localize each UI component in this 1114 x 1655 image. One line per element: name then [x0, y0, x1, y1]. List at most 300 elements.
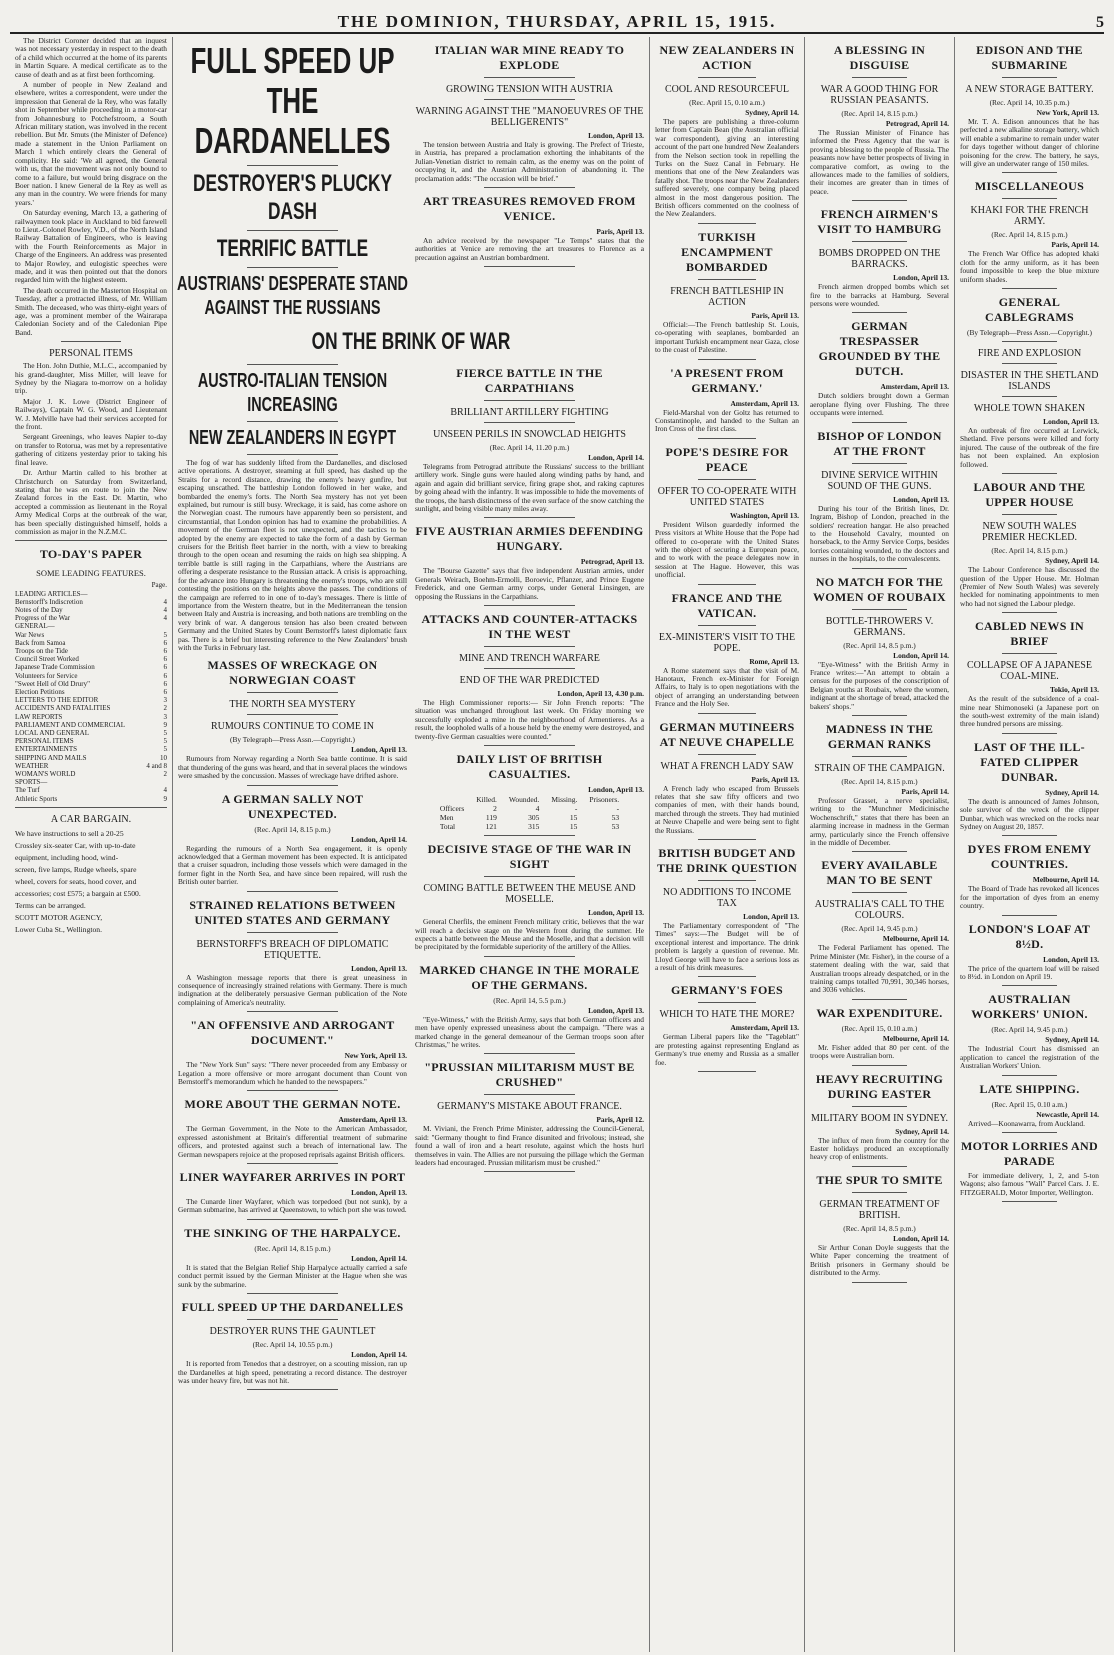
- table-cell: 305: [528, 813, 540, 823]
- contents-item: [15, 704, 167, 712]
- masthead: [10, 6, 1104, 34]
- story-subheading: DISASTER IN THE SHETLAND ISLANDS: [960, 370, 1099, 393]
- ad-line: accessories; cost £575; a bargain at £500.: [15, 888, 141, 898]
- story-text: Regarding the rumours of a North Sea engagement, it is openly acknowledged that a German movement has been expected. It is anticipated that a cruiser squadron, including those vessels which were damaged in the former fight in the North Sea, and have since been repaired, will rush the British outer barrier.: [178, 843, 407, 887]
- story-heading: A BLESSING IN DISGUISE: [833, 43, 926, 72]
- news-story: [415, 612, 644, 746]
- contents-item: [15, 598, 167, 606]
- contents-item: [15, 639, 167, 647]
- contents-item: [15, 622, 167, 630]
- table-row: [434, 804, 625, 813]
- table-cell: Officers: [439, 804, 465, 814]
- news-story: [810, 1072, 949, 1167]
- story-subheading: RUMOURS CONTINUE TO COME IN: [211, 721, 374, 733]
- contents-label: WOMAN'S WORLD: [15, 770, 76, 779]
- story-subheading: GERMANY'S MISTAKE ABOUT FRANCE.: [437, 1101, 622, 1113]
- contents-label: SHIPPING AND MAILS: [15, 753, 87, 762]
- story-dateline: Melbourne, April 14.: [882, 934, 949, 944]
- table-cell: 4: [535, 804, 540, 814]
- story-dateline: London, April 13.: [1043, 417, 1099, 427]
- contents-page: 5: [163, 745, 167, 754]
- table-cell: 15: [569, 813, 578, 823]
- story-heading: POPE'S DESIRE FOR PEACE: [665, 444, 789, 474]
- ad-line: wheel, covers for seats, hood cover, and: [15, 876, 137, 886]
- news-story: [178, 792, 407, 892]
- story-heading: MASSES OF WRECKAGE ON NORWEGIAN COAST: [207, 658, 378, 688]
- story-text: The Russian Minister of Finance has informed the Press Agency that the war is proving a blessing to the people of Russia. The peasants now have better prospects of living in comparative comfort, as owing to the allowances made to the families of soldiers, their incomes are greater than in times of peace.: [810, 128, 949, 196]
- story-source: (Rec. April 14, 10.55 p.m.): [252, 1340, 333, 1350]
- story-text: "Eye-Witness" with the British Army in France writes:—"An attempt to obtain a census for the purposes of the conscription of Belgian youths at Roubaix, where the women, indignant at the shortage of bread, attacked the bakers' shops.": [810, 659, 949, 711]
- story-subheading: WHOLE TOWN SHAKEN: [973, 403, 1086, 415]
- story-subheading: THE NORTH SEA MYSTERY: [229, 699, 356, 711]
- contents-label: LEADING ARTICLES—: [15, 589, 88, 598]
- contents-item: [15, 614, 167, 622]
- contents-label: PERSONAL ITEMS: [15, 737, 74, 746]
- local-paragraph: The District Coroner decided that an inquest was not necessary yesterday in respect to the death of a child which occurred at the home of its parents in Martin Square. A medical certificate as to the cause of death and as at first been forthcoming.: [15, 37, 167, 79]
- local-paragraph: On Saturday evening, March 13, a gathering of railwaymen took place in Auckland to bid farewell to Lieut.-Colonel Rowley, V.D., of the North Island Railway Battalion of Engineers, who is leaving with the Fourth Reinforcements as Major in Charge of the Engineers. An address was presented to Major Rowley, and eulogistic speeches were made, and it was then pointed out that the donors regarded him with the highest esteem.: [15, 208, 167, 285]
- story-source: (Rec. April 14, 8.15 p.m.): [254, 1243, 331, 1253]
- story-dateline: London, April 13.: [588, 908, 644, 918]
- table-cell: -: [616, 804, 620, 814]
- masthead-title: THE DOMINION, THURSDAY, APRIL 15, 1915.: [337, 12, 777, 31]
- headline-terrific-battle: TERRIFIC BATTLE: [216, 235, 369, 262]
- personal-paragraph: Dr. Arthur Martin called to his brother at Christchurch on Saturday from Switzerland, stating that he was en route to join the New Zealand forces in the East. Dr. Martin, who accepted a commission as lieutenant in the Royal Army Medical Corps at the outbreak of the war, has been specially distinguished himself, holds a commission as major in the N.Z.M.C.: [15, 468, 167, 536]
- story-dateline: Paris, April 12.: [596, 1115, 644, 1125]
- news-story: [810, 1006, 949, 1066]
- story-source: (Rec. April 14, 5.5 p.m.): [493, 995, 566, 1005]
- story-heading: AUSTRALIAN WORKERS' UNION.: [971, 992, 1088, 1022]
- story-heading: LABOUR AND THE UPPER HOUSE: [973, 480, 1086, 510]
- story-subheading: OFFER TO CO-OPERATE WITH UNITED STATES: [657, 485, 797, 508]
- contents-label: ENTERTAINMENTS: [15, 745, 78, 754]
- story-dateline: Sydney, April 14.: [1045, 787, 1099, 797]
- story-text: The papers are publishing a three-column letter from Captain Bean (the Australian official war correspondent), giving an interesting account of the part one hundred New Zealanders from the Nelson section took in repelling the Turks on the Suez Canal in February. He mentions that one of the New Zealanders was fatally shot. The troops near the New Zealanders suffered severely, one company being placed almost in the most dangerous position. The British officers commented on the coolness of the New Zealanders.: [655, 117, 799, 219]
- story-dateline: Rome, April 13.: [749, 656, 799, 666]
- contents-page: 4: [163, 597, 167, 606]
- story-subheading: A NEW STORAGE BATTERY.: [965, 84, 1094, 95]
- story-subheading: NO ADDITIONS TO INCOME TAX: [662, 887, 792, 910]
- story-text: A French lady who escaped from Brussels relates that she saw fifty officers and two companies of men, with their hands bound, marched through the streets. They had mutinied at Neuve Chapelle and were being sent to fight the Russians.: [655, 783, 799, 835]
- news-story: [960, 619, 1099, 734]
- ad-line: Lower Cuba St., Wellington.: [15, 924, 102, 934]
- news-story: [810, 43, 949, 201]
- headline-destroyer: DESTROYER'S PLUCKY DASH: [192, 170, 393, 225]
- story-text: The Board of Trade has revoked all licences for the importation of dyes from an enemy country.: [960, 884, 1099, 911]
- story-source: (Rec. April 15, 0.10 a.m.): [841, 1023, 918, 1033]
- contents-label: SPORTS—: [15, 778, 48, 787]
- news-story: [810, 575, 949, 716]
- contents-item: [15, 737, 167, 745]
- story-heading: ATTACKS AND COUNTER-ATTACKS IN THE WEST: [421, 612, 638, 642]
- story-subheading: BOMBS DROPPED ON THE BARRACKS.: [818, 248, 941, 271]
- todays-paper-subheading: SOME LEADING FEATURES.: [36, 568, 146, 579]
- local-paragraph: A number of people in New Zealand and elsewhere, writes a correspondent, were under the impression that General de la Rey, who was fatally shot in September while proceeding in a motor-car from Johannesburg to Potchefstroom, a South African military station, was involved in the recent rebellion. But Mr. Smuts (the Minister of Defence) made a statement in the Union Parliament on March 1 which entirely clears the General of complicity. He said: 'We all agreed, the General with us, that the movement was not only bound to come to a failure, but would bring disgrace on the Boer nation. I knew General de la Rey as well as any man in the country. We were friends for many years.': [15, 80, 167, 207]
- ad-line: screen, five lamps, Rudge wheels, spare: [15, 864, 137, 874]
- story-source: (Rec. April 14, 8.5 p.m.): [843, 640, 916, 650]
- story-text: The Cunarde liner Wayfarer, which was torpedoed (but not sunk), by a German submarine, has arrived at Queenstown, to which port she was towed.: [178, 1197, 407, 1215]
- news-story: [178, 1300, 407, 1390]
- story-dateline: London, April 13.: [588, 131, 644, 140]
- story-source: (Rec. April 14, 10.35 p.m.): [989, 98, 1070, 107]
- story-text: Professor Grasset, a nerve specialist, writing to the "Munchner Medicinische Wochenschrift," states that there has been an alarming increase in madness in the German army, particularly since the French offensive in the middle of December.: [810, 795, 949, 847]
- story-heading: ART TREASURES REMOVED FROM VENICE.: [423, 194, 636, 224]
- contents-item: [15, 631, 167, 639]
- story-heading: GERMAN TRESPASSER GROUNDED BY THE DUTCH.: [818, 319, 941, 379]
- story-dateline: Amsterdam, April 13.: [338, 1115, 407, 1125]
- column-2: [173, 37, 650, 1652]
- news-story: [415, 43, 644, 188]
- contents-item: [15, 721, 167, 729]
- contents-page: 4: [163, 614, 167, 623]
- news-story: [415, 842, 644, 957]
- story-subheading: DESTROYER RUNS THE GAUNTLET: [209, 1326, 376, 1338]
- contents-item: [15, 770, 167, 778]
- story-dateline: Paris, April 14.: [901, 786, 949, 796]
- contents-item: [15, 647, 167, 655]
- story-text: The German Government, in the Note to the American Ambassador, expressed astonishment at Britain's differential treatment of submarine officers, and protested against such a breach of international law. The German newspapers rejoice at the proposed reprisals against British officers.: [178, 1124, 407, 1159]
- story-dateline: Paris, April 13.: [751, 310, 799, 320]
- news-story: [655, 43, 799, 224]
- story-subheading: BERNSTORFF'S BREACH OF DIPLOMATIC ETIQUETTE.: [196, 938, 389, 961]
- contents-item: [15, 795, 167, 803]
- news-story: [960, 1139, 1099, 1202]
- table-row: [434, 822, 625, 831]
- news-story: [655, 983, 799, 1072]
- story-subheading: FRENCH BATTLESHIP IN ACTION: [670, 285, 784, 308]
- ad-line: SCOTT MOTOR AGENCY,: [15, 912, 103, 922]
- story-dateline: Melbourne, April 14.: [882, 1033, 949, 1043]
- story-heading: NO MATCH FOR THE WOMEN OF ROUBAIX: [812, 574, 947, 604]
- story-subheading: STRAIN OF THE CAMPAIGN.: [814, 762, 945, 774]
- story-subheading: MINE AND TRENCH WARFARE: [459, 653, 600, 665]
- story-text: Rumours from Norway regarding a North Sea battle continue. It is said that thundering of the guns was heard, and that in several places the windows were smashed by the concussion. Masses of wreckage have drifted ashore.: [178, 754, 407, 781]
- story-text: The Parliamentary correspondent of "The Times" says:—The Budget will be of exceptional interest and importance. The drink problem is largely a question of revenue. Mr. Lloyd George will have to face a serious loss as a result of his drink measures.: [655, 921, 799, 973]
- page-number: 5: [1096, 14, 1104, 31]
- story-heading: BISHOP OF LONDON AT THE FRONT: [817, 428, 942, 458]
- story-text: The High Commissioner reports:— Sir John French reports: "The situation was unchanged throughout last week. On Friday morning we successfully exploded a mine in the neighbourhood of Armentieres. As a result, the loopholed walls of a house held by the enemy were destroyed, and twenty-five German casualties were counted.": [415, 698, 644, 741]
- story-heading: LAST OF THE ILL-FATED CLIPPER DUNBAR.: [974, 739, 1085, 784]
- story-heading: MOTOR LORRIES AND PARADE: [961, 1139, 1098, 1169]
- story-heading: MADNESS IN THE GERMAN RANKS: [825, 721, 934, 751]
- story-dateline: London, April 13.: [351, 745, 407, 755]
- story-dateline: Paris, April 14.: [1051, 240, 1099, 250]
- contents-label: GENERAL—: [15, 622, 55, 631]
- story-dateline: London, April 13.: [893, 494, 949, 504]
- news-story: [178, 1170, 407, 1220]
- table-row: [434, 813, 625, 822]
- story-subheading: UNSEEN PERILS IN SNOWCLAD HEIGHTS: [433, 429, 626, 440]
- story-dateline: Paris, April 13.: [596, 227, 644, 237]
- story-source: (Rec. April 14, 8.15 p.m.): [841, 109, 918, 118]
- story-heading: BRITISH BUDGET AND THE DRINK QUESTION: [656, 846, 798, 876]
- contents-page: 4: [163, 786, 167, 795]
- table-cell: -: [574, 804, 578, 814]
- contents-item: [15, 754, 167, 762]
- news-story: [655, 846, 799, 977]
- story-dateline: London, April 13.: [743, 912, 799, 922]
- table-cell: 53: [611, 822, 620, 832]
- table-cell: 15: [569, 822, 578, 832]
- table-header: Missing.: [551, 795, 578, 805]
- story-source: (Rec. April 14, 8.15 p.m.): [991, 546, 1068, 556]
- story-dateline: Newcastle, April 14.: [1036, 1109, 1099, 1119]
- contents-page: 2: [163, 704, 167, 713]
- contents-page: 4 and 8: [146, 761, 167, 770]
- table-header: Wounded.: [508, 795, 540, 805]
- story-dateline: London, April 13.: [351, 1188, 407, 1198]
- story-dateline: Sydney, April 14.: [1045, 556, 1099, 566]
- story-heading: FIVE AUSTRIAN ARMIES DEFENDING HUNGARY.: [415, 524, 644, 554]
- contents-label: Troops on the Tide: [15, 646, 68, 655]
- story-dateline: London, April 13.: [588, 785, 644, 795]
- story-text: Arrived—Koonawarra, from Auckland.: [968, 1118, 1085, 1128]
- ad-line: equipment, including hood, wind-: [15, 852, 119, 862]
- story-dateline: Petrograd, April 14.: [885, 119, 949, 128]
- contents-page: 5: [163, 630, 167, 639]
- news-story: [178, 1226, 407, 1294]
- contents-page: 6: [163, 687, 167, 696]
- contents-item: [15, 745, 167, 753]
- news-story: [960, 179, 1099, 289]
- news-story: [960, 295, 1099, 474]
- story-text: President Wilson guardedly informed the Press visitors at White House that the Pope had offered to co-operate with the United States with the object of securing a European peace, and to work with the peace delegates now in session at The Hague. However, this was unofficial.: [655, 519, 799, 580]
- column-3: [650, 37, 805, 1652]
- story-heading: GERMAN MUTINEERS AT NEUVE CHAPELLE: [659, 719, 795, 749]
- contents-label: "Sweet Hell of Old Drury": [15, 679, 90, 688]
- contents-page: 3: [163, 712, 167, 721]
- story-heading: FULL SPEED UP THE DARDANELLES: [181, 1300, 404, 1315]
- headline-main: FULL SPEED UP THE DARDANELLES: [190, 40, 395, 161]
- story-source: (Rec. April 14, 9.45 p.m.): [991, 1025, 1068, 1035]
- story-subheading: COMING BATTLE BETWEEN THE MEUSE AND MOSELLE.: [423, 883, 636, 906]
- story-subheading: END OF THE WAR PREDICTED: [459, 675, 600, 687]
- story-source: (By Telegraph—Press Assn.—Copyright.): [967, 328, 1092, 338]
- contents-label: The Turf: [15, 786, 40, 795]
- story-heading: NEW ZEALANDERS IN ACTION: [659, 43, 795, 72]
- casualty-table: [434, 795, 625, 831]
- story-text: The Federal Parliament has opened. The Prime Minister (Mr. Fisher), in the course of a statement dealing with the war, said that Australian troops already despatched, or in the training camps totalled 70,991, 30,346 horses, and 3036 vehicles.: [810, 943, 949, 995]
- story-subheading: AUSTRALIA'S CALL TO THE COLOURS.: [814, 899, 945, 922]
- story-dateline: Tokio, April 13.: [1049, 685, 1099, 695]
- table-cell: 2: [493, 804, 497, 814]
- contents-label: Council Street Worked: [15, 655, 79, 664]
- news-story: [960, 842, 1099, 915]
- contents-page-label: Page.: [151, 581, 167, 590]
- story-dateline: Sydney, April 14.: [895, 1126, 949, 1136]
- news-story: [178, 1097, 407, 1164]
- story-text: "Eye-Witness," with the British Army, says that both German officers and men have openly expressed uneasiness about the campaign. "There was a marked change in the general demeanour of the German troops soon after Christmas," he writes.: [415, 1014, 644, 1049]
- story-heading: "PRUSSIAN MILITARISM MUST BE CRUSHED": [424, 1060, 635, 1090]
- contents-item: [15, 606, 167, 614]
- story-heading: MISCELLANEOUS: [974, 179, 1085, 194]
- ad-line: We have instructions to sell a 20-25: [15, 828, 124, 838]
- story-dateline: London, April 13, 4.30 p.m.: [557, 689, 644, 699]
- story-text: The influx of men from the country for the Easter holidays produced an exceptionally heavy crop of enlistments.: [810, 1135, 949, 1162]
- story-dateline: London, April 13.: [1043, 954, 1099, 964]
- story-heading: LATE SHIPPING.: [979, 1081, 1080, 1096]
- table-cell: Total: [439, 822, 456, 832]
- story-heading: DAILY LIST OF BRITISH CASUALTIES.: [456, 752, 603, 782]
- headline-austro-italian: AUSTRO-ITALIAN TENSION INCREASING: [197, 370, 388, 416]
- contents-item: [15, 762, 167, 770]
- contents-page: 10: [160, 753, 167, 762]
- story-heading: "AN OFFENSIVE AND ARROGANT DOCUMENT.": [190, 1018, 395, 1048]
- news-story: [178, 1018, 407, 1091]
- news-story: [415, 1060, 644, 1172]
- contents-item: [15, 688, 167, 696]
- story-heading: FRENCH AIRMEN'S VISIT TO HAMBURG: [817, 207, 942, 237]
- story-source: (Rec. April 14, 8.5 p.m.): [843, 1223, 916, 1233]
- news-story: [810, 858, 949, 999]
- news-story: [810, 207, 949, 313]
- story-text: The French War Office has adopted khaki cloth for the army uniform, as it has been found impossible to keep the blue mixture uniform shades.: [960, 249, 1099, 284]
- story-heading: GENERAL CABLEGRAMS: [984, 295, 1074, 325]
- story-dateline: Sydney, April 14.: [1045, 1035, 1099, 1045]
- story-text: Telegrams from Petrograd attribute the Russians' success to the brilliant artillery work. Single guns were hauled along winding paths by hand, and again and again did brilliant service, firing grape shot, and raking captures by going ahead with the infantry. It was impossible to hide the movements of the troops, the harsh distinctness of the even surface of the snow catching the sunlight, and being visible many miles away.: [415, 462, 644, 514]
- story-text: The Labour Conference has discussed the question of the Upper House. Mr. Holman (Premier of New South Wales) was severely heckled for nominating appointments to men who had not signed the Labour pledge.: [960, 565, 1099, 608]
- story-heading: EDISON AND THE SUBMARINE: [976, 43, 1083, 72]
- story-dateline: Amsterdam, April 13.: [730, 398, 799, 408]
- contents-label: Japanese Trade Commission: [15, 663, 95, 672]
- story-subheading: KHAKI FOR THE FRENCH ARMY.: [970, 205, 1089, 228]
- contents-page: 9: [163, 720, 167, 729]
- story-subheading: WAR A GOOD THING FOR RUSSIAN PEASANTS.: [820, 84, 939, 106]
- column-4: [805, 37, 955, 1652]
- story-text: M. Viviani, the French Prime Minister, addressing the Council-General, said: "Germany thought to find France disunited and frivolous; instead, she found a wall of iron and a heart resolute, against which the hosts hurl themselves in vain. The Allies are not pursuing the pillage which the German leaders had encouraged. Prussian militarism must be crushed.": [415, 1124, 644, 1167]
- contents-item: [15, 696, 167, 704]
- story-subheading: MILITARY BOOM IN SYDNEY.: [811, 1112, 948, 1124]
- headline-new-zealanders-egypt: NEW ZEALANDERS IN EGYPT: [188, 427, 397, 449]
- summary-paragraph: The fog of war has suddenly lifted from the Dardanelles, and disclosed active operations. A destroyer, steaming at full speed, has dashed up the Straits for a record distance, drawing the enemy's heavy gunfire, but escaping unscathed. The battleship London followed in her wake, and bombarded the enemy's forts. The North Sea mystery has not yet been explained, but rumour is still busy. Wreckage, it is said, has come ashore on the Norwegian coast. The rumours have apparently been so persistent, and circumstantial, that London opinion has had to examine the probabilities. A movement of the German fleet is not unexpected, and the tactics to be adopted by the enemy are expected to take the form of a dash by German cruisers for the British fleet barrier in the north, with a view to breaking through to the open ocean and resuming the raids on high sea shipping. A terrible battle is still raging in the Carpathians, where the Austrians are offering a desperate resistance to the Russian attack. A crisis is approaching, for the advance into Hungary is threatening the enemy's troops, who are still contesting the positions on the heights above the passes. The conditions of the campaign are referred to in one of to-day's messages. There is little of importance from the Western theatre, but in the Mediterranean the tension between Italy and Austria is increasing, and both nations are trembling on the very brink of war. A dangerous tension has also been created between Germany and the United States by Count Bernstorff's latest diplomatic faux pas. There is a brief but interesting reference to the New Zealanders' brush with the Turks in February last.: [178, 458, 407, 652]
- story-text: A Washington message reports that there is great uneasiness in consequence of increasingly strained relations with Germany. There is much indignation at the deliberately persuasive German publication of the Note complaining of America's neutrality.: [178, 972, 407, 1007]
- story-heading: HEAVY RECRUITING DURING EASTER: [815, 1071, 944, 1101]
- contents-label: LAW REPORTS: [15, 712, 63, 721]
- news-story: [960, 992, 1099, 1075]
- story-text: During his tour of the British lines, Dr. Ingram, Bishop of London, preached in the soldiers' recreation hangar. He also preached to the Household Cavalry, mounted on horseback, to the Army Service Corps, besides lorries containing wounded, to the doctors and nurses in the hospitals, to the convalescents.: [810, 503, 949, 564]
- story-subheading: BRILLIANT ARTILLERY FIGHTING: [450, 407, 609, 418]
- news-story: [415, 366, 644, 518]
- story-subheading: COOL AND RESOURCEFUL: [664, 84, 790, 95]
- story-text: Field-Marshal von der Goltz has returned to Constantinople, and handed to the Sultan an Iron Cross of the first class.: [655, 407, 799, 434]
- story-text: For immediate delivery, 1, 2, and 5-ton Wagons; also famous "Wall" Parcel Cars. J. E. FITZGERALD, Motor Importer, Wellington.: [960, 1171, 1099, 1197]
- story-dateline: Washington, April 13.: [730, 510, 799, 520]
- story-subheading: NEW SOUTH WALES PREMIER HECKLED.: [982, 521, 1077, 544]
- news-story: [810, 429, 949, 569]
- news-story: [655, 720, 799, 840]
- story-text: Mr. Fisher added that 80 per cent. of the troops were Australian born.: [810, 1042, 949, 1061]
- story-heading: DYES FROM ENEMY COUNTRIES.: [967, 842, 1092, 872]
- story-subheading: DIVINE SERVICE WITHIN SOUND OF THE GUNS.: [821, 469, 938, 492]
- story-heading: FIERCE BATTLE IN THE CARPATHIANS: [456, 366, 603, 395]
- story-dateline: Amsterdam, April 13.: [880, 382, 949, 392]
- column-1: [10, 37, 173, 1652]
- story-text: A Rome statement says that the visit of M. Hanotaux, French ex-Minister for Foreign Affairs, to Italy is to open negotiations with the object of arranging an understanding between France and the Holy See.: [655, 665, 799, 709]
- contents-label: ACCIDENTS AND FATALITIES: [15, 704, 111, 713]
- story-subheading: WHICH TO HATE THE MORE?: [659, 1009, 795, 1021]
- car-ad: [15, 828, 167, 936]
- story-heading: TURKISH ENCAMPMENT BOMBARDED: [681, 229, 773, 274]
- story-heading: THE SPUR TO SMITE: [816, 1172, 943, 1187]
- story-heading: CABLED NEWS IN BRIEF: [975, 619, 1084, 649]
- contents-page: 9: [163, 794, 167, 803]
- news-story: [960, 922, 1099, 987]
- story-heading: 'A PRESENT FROM GERMANY.': [670, 365, 784, 395]
- story-heading: LONDON'S LOAF AT 8½D.: [968, 921, 1091, 951]
- personal-paragraph: Major J. K. Lowe (District Engineer of Railways), Captain W. G. Wood, and Lieutenant W. J. Melville have had their services accepted for the front.: [15, 396, 167, 432]
- story-text: An advice received by the newspaper "Le Temps" states that the authorities at Venice are removing the art treasures to Florence as a precaution against an Austrian bombardment.: [415, 236, 644, 262]
- contents-label: Bernstorff's Indiscretion: [15, 597, 83, 606]
- table-header: [434, 795, 470, 804]
- story-text: The tension between Austria and Italy is growing. The Prefect of Trieste, in Austria, has prepared a proclamation exhorting the inhabitants of the Julian-Venetian district to remain calm, as the enemy was on the point of occupying it, and the Austrian Administration of abandoning it. The proclamation adds: "The occasion will be brief.": [415, 140, 644, 183]
- story-dateline: London, April 14.: [351, 834, 407, 844]
- story-dateline: London, April 14.: [351, 1253, 407, 1263]
- contents-page: 6: [163, 679, 167, 688]
- news-story: [810, 1173, 949, 1283]
- todays-paper-heading: TO-DAY'S PAPER: [39, 547, 143, 562]
- contents-item: [15, 778, 167, 786]
- story-dateline: Melbourne, April 14.: [1032, 875, 1099, 885]
- ad-line: Crossley six-seater Car, with up-to-date: [15, 840, 136, 850]
- story-source: (Rec. April 15, 0.10 a.m.): [689, 98, 765, 107]
- contents-page: 3: [163, 696, 167, 705]
- contents-page: 6: [163, 671, 167, 680]
- story-heading: GERMANY'S FOES: [671, 983, 783, 998]
- story-heading: DECISIVE STAGE OF THE WAR IN SIGHT: [427, 842, 632, 872]
- headline-brink-of-war: ON THE BRINK OF WAR: [311, 328, 511, 355]
- story-heading: FRANCE AND THE VATICAN.: [671, 590, 783, 620]
- story-dateline: Petrograd, April 13.: [580, 557, 644, 567]
- table-cell: 315: [528, 822, 540, 832]
- story-dateline: Sydney, April 14.: [745, 108, 799, 117]
- news-story: [415, 752, 644, 836]
- story-text: It is stated that the Belgian Relief Ship Harpalyce actually carried a safe conduct permit issued by the German Minister at the Hague when she was sunk by the submarine.: [178, 1262, 407, 1289]
- story-heading: EVERY AVAILABLE MAN TO BE SENT: [821, 858, 938, 888]
- contents-label: PARLIAMENT AND COMMERCIAL: [15, 720, 126, 729]
- news-story: [655, 366, 799, 439]
- news-story: [960, 740, 1099, 837]
- contents-item: [15, 655, 167, 663]
- story-text: The price of the quartern loaf will be raised to 8½d. in London on April 19.: [960, 963, 1099, 981]
- story-subheading: WARNING AGAINST THE "MANOEUVRES OF THE BELLIGERENTS": [415, 106, 644, 128]
- table-cell: 119: [485, 813, 497, 823]
- contents-label: Notes of the Day: [15, 605, 63, 614]
- story-subheading: COLLAPSE OF A JAPANESE COAL-MINE.: [967, 660, 1092, 683]
- story-heading: THE SINKING OF THE HARPALYCE.: [184, 1225, 401, 1240]
- contents-label: Volunteers for Service: [15, 671, 78, 680]
- contents-label: LETTERS TO THE EDITOR: [15, 696, 99, 705]
- contents-item: [15, 729, 167, 737]
- local-paragraph: The death occurred in the Masterton Hospital on Tuesday, after a protracted illness, of Mr. William Smith. The deceased, who was thirty-eight years of age, was a prominent member of the Wairarapa Caledonian Society and of the Caledonian Pipe Band.: [15, 285, 167, 337]
- column-5: [955, 37, 1104, 1652]
- contents-page: 6: [163, 655, 167, 664]
- story-text: Dutch soldiers brought down a German aeroplane flying over Flushing. The three occupants were interned.: [810, 391, 949, 418]
- contents-page: 6: [163, 646, 167, 655]
- contents-item: [15, 713, 167, 721]
- contents-item: [15, 590, 167, 598]
- contents-page: 2: [163, 770, 167, 779]
- story-source: (Rec. April 15, 0.10 a.m.): [991, 1099, 1068, 1109]
- story-subheading: GERMAN TREATMENT OF BRITISH.: [819, 1198, 940, 1221]
- story-heading: WAR EXPENDITURE.: [816, 1005, 943, 1020]
- personal-items-heading: PERSONAL ITEMS: [49, 348, 133, 360]
- news-story: [178, 898, 407, 1013]
- story-subheading: GROWING TENSION WITH AUSTRIA: [445, 84, 614, 95]
- story-text: As the result of the subsidence of a coal-mine near Shimonoseki (a Japanese port on the south-west extremity of the main island) three hundred persons are missing.: [960, 694, 1099, 729]
- contents-label: Election Petitions: [15, 687, 65, 696]
- news-story: [415, 524, 644, 606]
- table-header: Killed.: [476, 795, 497, 805]
- contents-label: Back from Samoa: [15, 638, 66, 647]
